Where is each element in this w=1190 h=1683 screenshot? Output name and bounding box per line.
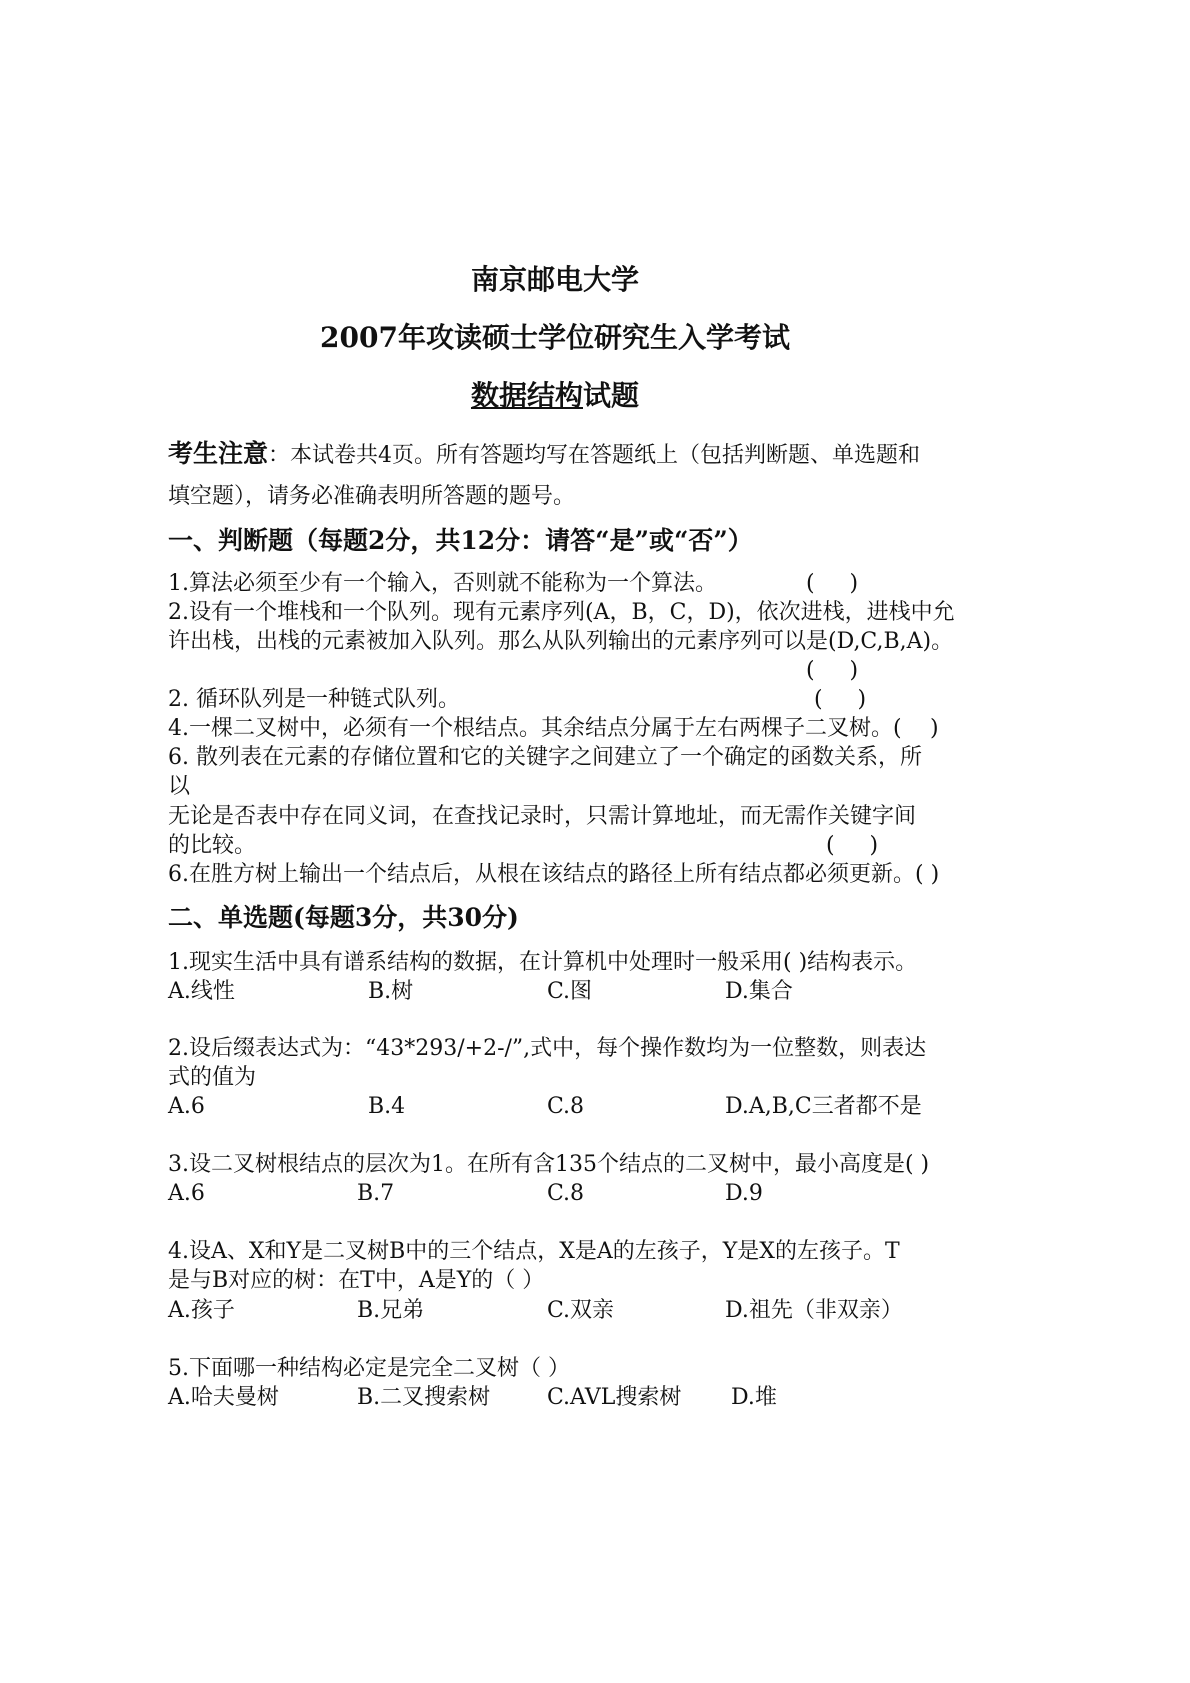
university-title: 南京邮电大学 bbox=[470, 263, 639, 296]
option-c: C.AVL搜索树 bbox=[547, 1385, 682, 1410]
question-stem: 式的值为 bbox=[168, 1065, 257, 1090]
answer-paren: ( ) bbox=[826, 833, 879, 858]
tf-line: 的比较。 bbox=[168, 833, 257, 858]
question-stem: 5.下面哪一种结构必定是完全二叉树（ ） bbox=[168, 1356, 570, 1381]
option-d: D.9 bbox=[725, 1181, 763, 1206]
exam-title: 2007年攻读硕士学位研究生入学考试 bbox=[320, 321, 790, 354]
question-stem: 4.设A、X和Y是二叉树B中的三个结点，X是A的左孩子，Y是X的左孩子。T bbox=[168, 1239, 900, 1264]
tf-line: 无论是否表中存在同义词，在查找记录时，只需计算地址，而无需作关键字间 bbox=[168, 804, 917, 829]
section1-heading: 一、判断题（每题2分，共12分：请答“是”或“否”） bbox=[168, 526, 753, 555]
question-stem: 3.设二叉树根结点的层次为1。在所有含135个结点的二叉树中，最小高度是( ) bbox=[168, 1152, 930, 1177]
answer-paren: ( ) bbox=[806, 571, 859, 596]
option-d: D.祖先（非双亲） bbox=[725, 1298, 903, 1323]
option-c: C.8 bbox=[547, 1094, 585, 1119]
notice-label: 考生注意 bbox=[168, 439, 269, 468]
tf-line: 许出栈，出栈的元素被加入队列。那么从队列输出的元素序列可以是(D,C,B,A)。 bbox=[168, 629, 954, 654]
tf-line: 1.算法必须至少有一个输入，否则就不能称为一个算法。 bbox=[168, 571, 717, 596]
option-a: A.线性 bbox=[168, 979, 235, 1004]
option-b: B.4 bbox=[368, 1094, 406, 1119]
option-a: A.孩子 bbox=[168, 1298, 235, 1323]
answer-paren: ( ) bbox=[814, 687, 867, 712]
answer-paren: ( ) bbox=[806, 658, 859, 683]
option-a: A.6 bbox=[168, 1181, 205, 1206]
option-d: D.集合 bbox=[725, 979, 793, 1004]
option-b: B.二叉搜索树 bbox=[357, 1385, 491, 1410]
tf-line: 2.设有一个堆栈和一个队列。现有元素序列(A，B，C，D)，依次进栈，进栈中允 bbox=[168, 600, 955, 625]
tf-line: 4.一棵二叉树中，必须有一个根结点。其余结点分属于左右两棵子二叉树。( bbox=[168, 716, 902, 741]
close-paren: ) bbox=[930, 716, 939, 741]
option-a: A.6 bbox=[168, 1094, 205, 1119]
notice-line-1 bbox=[168, 440, 920, 470]
notice-text: ：本试卷共4页。所有答题均写在答题纸上（包括判断题、单选题和 bbox=[268, 443, 921, 468]
subject-title bbox=[0, 378, 1110, 414]
option-b: B.7 bbox=[357, 1181, 395, 1206]
subject-name: 数据结构 bbox=[470, 379, 583, 412]
option-c: C.双亲 bbox=[547, 1298, 615, 1323]
tf-line: 以 bbox=[168, 774, 191, 799]
question-stem: 1.现实生活中具有谱系结构的数据，在计算机中处理时一般采用( )结构表示。 bbox=[168, 950, 918, 975]
option-d: D.堆 bbox=[731, 1385, 777, 1410]
tf-line: 6. 散列表在元素的存储位置和它的关键字之间建立了一个确定的函数关系，所 bbox=[168, 745, 922, 770]
option-a: A.哈夫曼树 bbox=[168, 1385, 279, 1410]
question-stem: 2.设后缀表达式为：“43*293/+2-/”,式中，每个操作数均为一位整数，则表达 bbox=[168, 1036, 927, 1061]
option-b: B.树 bbox=[368, 979, 414, 1004]
option-c: C.8 bbox=[547, 1181, 585, 1206]
tf-line: 2. 循环队列是一种链式队列。 bbox=[168, 687, 460, 712]
subject-suffix: 试题 bbox=[583, 379, 640, 412]
option-c: C.图 bbox=[547, 979, 593, 1004]
option-d: D.A,B,C三者都不是 bbox=[725, 1094, 922, 1119]
section2-heading: 二、单选题(每题3分，共30分) bbox=[168, 903, 519, 932]
option-b: B.兄弟 bbox=[357, 1298, 425, 1323]
notice-line-2: 填空题），请务必准确表明所答题的题号。 bbox=[168, 484, 576, 509]
question-stem: 是与B对应的树：在T中，A是Y的（ ） bbox=[168, 1268, 545, 1293]
tf-line: 6.在胜方树上输出一个结点后，从根在该结点的路径上所有结点都必须更新。( ) bbox=[168, 862, 940, 887]
